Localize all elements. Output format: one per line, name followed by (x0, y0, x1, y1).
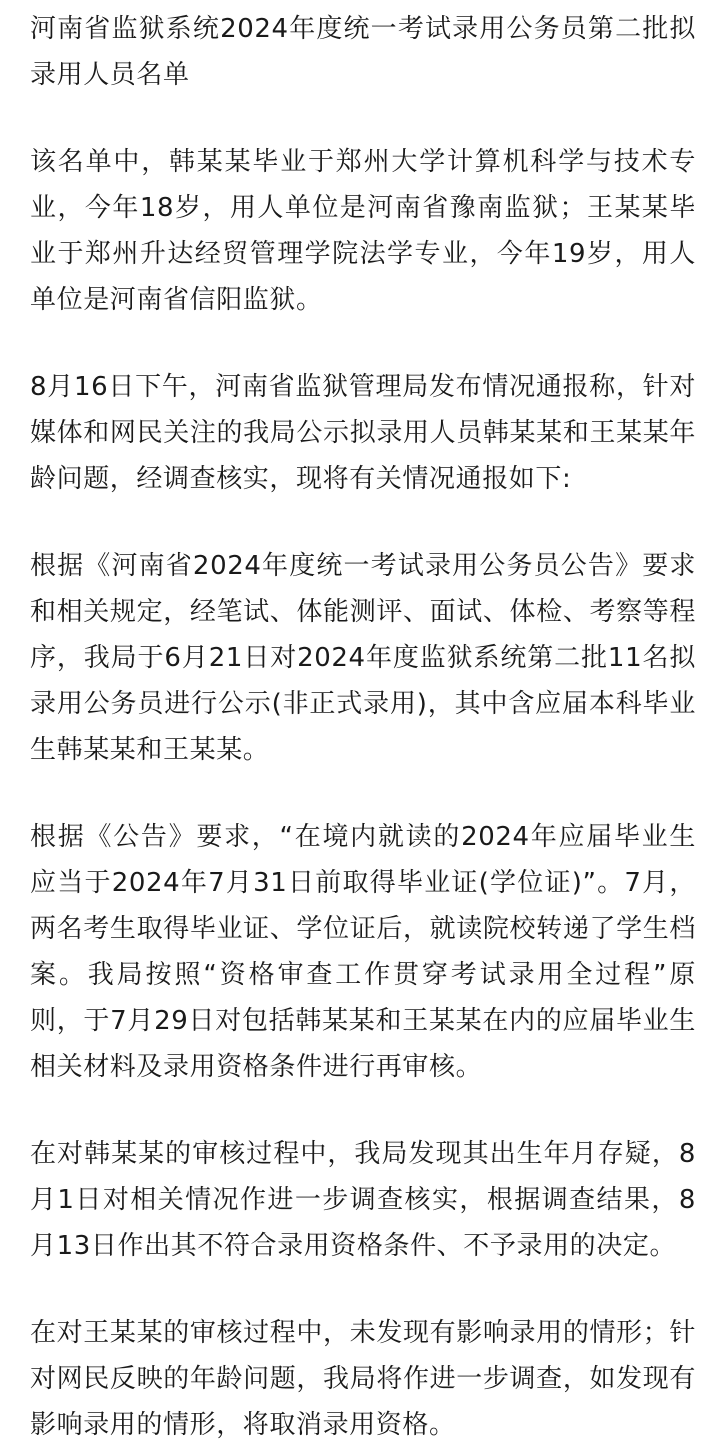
article-title-paragraph: 河南省监狱系统2024年度统一考试录用公务员第二批拟录用人员名单 (30, 14, 696, 90)
article-paragraph: 根据《河南省2024年度统一考试录用公务员公告》要求和相关规定，经笔试、体能测评、面试、体检、考察等程序，我局于6月21日对2024年度监狱系统第二批11名拟录用公务员进行公示(非正式录用)，其中含应届本科毕业生韩某某和王某某。 (30, 551, 696, 765)
article-paragraph: 在对韩某某的审核过程中，我局发现其出生年月存疑，8月1日对相关情况作进一步调查核实，根据调查结果，8月13日作出其不符合录用资格条件、不予录用的决定。 (30, 1139, 696, 1261)
article-paragraph: 根据《公告》要求，“在境内就读的2024年应届毕业生应当于2024年7月31日前取得毕业证(学位证)”。7月，两名考生取得毕业证、学位证后，就读院校转递了学生档案。我局按照“资格审查工作贯穿考试录用全过程”原则，于7月29日对包括韩某某和王某某在内的应届毕业生相关材料及录用资格条件进行再审核。 (30, 822, 696, 1082)
article-paragraph: 在对王某某的审核过程中，未发现有影响录用的情形；针对网民反映的年龄问题，我局将作进一步调查，如发现有影响录用的情形，将取消录用资格。 (30, 1318, 696, 1440)
article-paragraph: 8月16日下午，河南省监狱管理局发布情况通报称，针对媒体和网民关注的我局公示拟录用人员韩某某和王某某年龄问题，经调查核实，现将有关情况通报如下: (30, 372, 696, 494)
article-paragraph: 该名单中，韩某某毕业于郑州大学计算机科学与技术专业，今年18岁，用人单位是河南省豫南监狱；王某某毕业于郑州升达经贸管理学院法学专业，今年19岁，用人单位是河南省信阳监狱。 (30, 147, 696, 315)
